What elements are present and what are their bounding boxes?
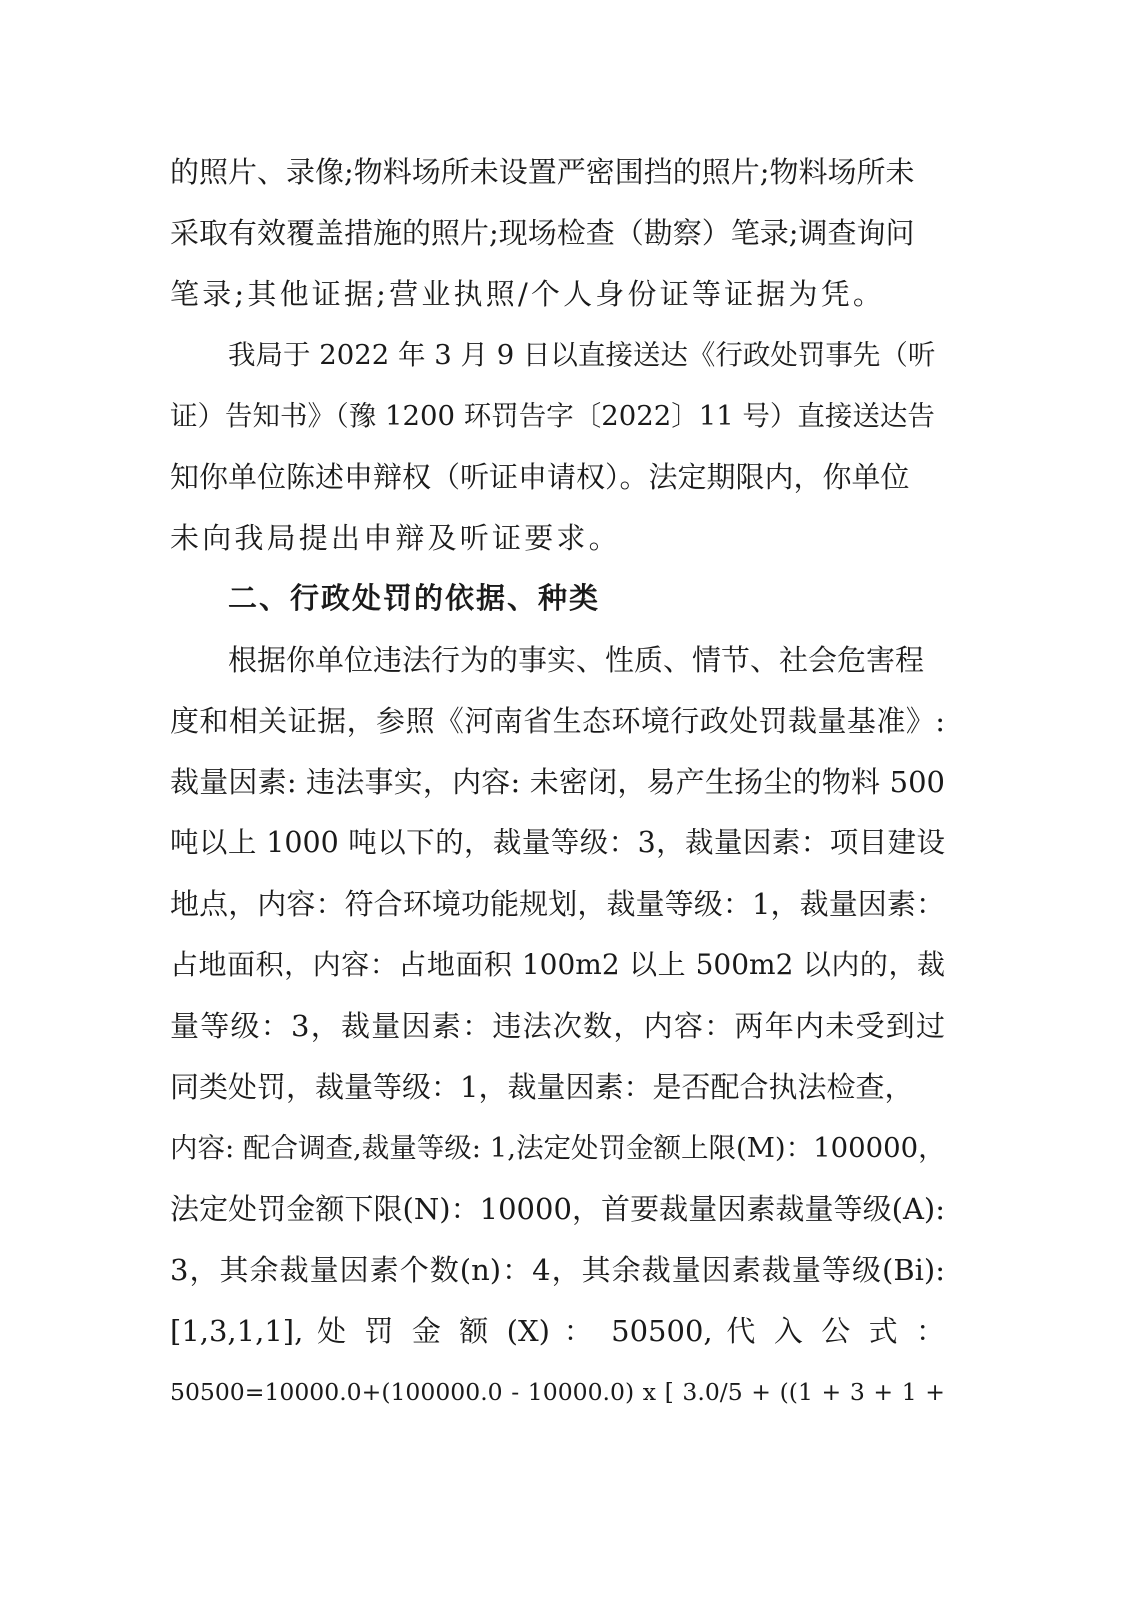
body-text-line: 的照片、录像;物料场所未设置严密围挡的照片;物料场所未 xyxy=(170,155,915,189)
body-text-line: 裁量因素: 违法事实，内容: 未密闭，易产生扬尘的物料 500 xyxy=(170,765,945,799)
body-text-line: 50500=10000.0+(100000.0 - 10000.0) x [ 3.0/5 + ((1 + 3 + 1 + xyxy=(170,1378,945,1406)
body-text-line: 法定处罚金额下限(N)：10000，首要裁量因素裁量等级(A): xyxy=(170,1192,945,1226)
body-text-line: 吨以上 1000 吨以下的，裁量等级：3，裁量因素：项目建设 xyxy=(170,826,945,859)
body-text-line: 采取有效覆盖措施的照片;现场检查（勘察）笔录;调查询问 xyxy=(170,216,915,250)
body-text-line: 知你单位陈述申辩权（听证申请权）。法定期限内，你单位 xyxy=(170,460,910,494)
body-text-line: 占地面积，内容：占地面积 100m2 以上 500m2 以内的，裁 xyxy=(170,948,945,981)
body-text-line: 3，其余裁量因素个数(n)：4，其余裁量因素裁量等级(Bi): xyxy=(170,1253,945,1287)
body-text-line: 证）告知书》（豫 1200 环罚告字〔2022〕11 号）直接送达告 xyxy=(170,400,935,432)
section-heading: 二、行政处罚的依据、种类 xyxy=(228,581,601,615)
body-text-line: 度和相关证据，参照《河南省生态环境行政处罚裁量基准》: xyxy=(170,704,945,738)
body-text-line: 笔录;其他证据;营业执照/个人身份证等证据为凭。 xyxy=(170,277,886,311)
body-text-line: [1,3,1,1], 处 罚 金 额 (X) ： 50500, 代 入 公 式 ： xyxy=(170,1314,945,1348)
body-text-line: 同类处罚，裁量等级：1，裁量因素：是否配合执法检查， xyxy=(170,1070,914,1104)
body-text-line: 未向我局提出申辩及听证要求。 xyxy=(170,521,621,555)
body-text-line: 量等级：3，裁量因素：违法次数，内容：两年内未受到过 xyxy=(170,1009,945,1043)
paragraph-first-line: 根据你单位违法行为的事实、性质、情节、社会危害程 xyxy=(228,643,925,677)
body-text-line: 地点，内容：符合环境功能规划，裁量等级：1，裁量因素： xyxy=(170,887,945,921)
paragraph-first-line: 我局于 2022 年 3 月 9 日以直接送达《行政处罚事先（听 xyxy=(228,339,936,371)
body-text-line: 内容: 配合调查,裁量等级: 1,法定处罚金额上限(M)：100000， xyxy=(170,1132,946,1164)
